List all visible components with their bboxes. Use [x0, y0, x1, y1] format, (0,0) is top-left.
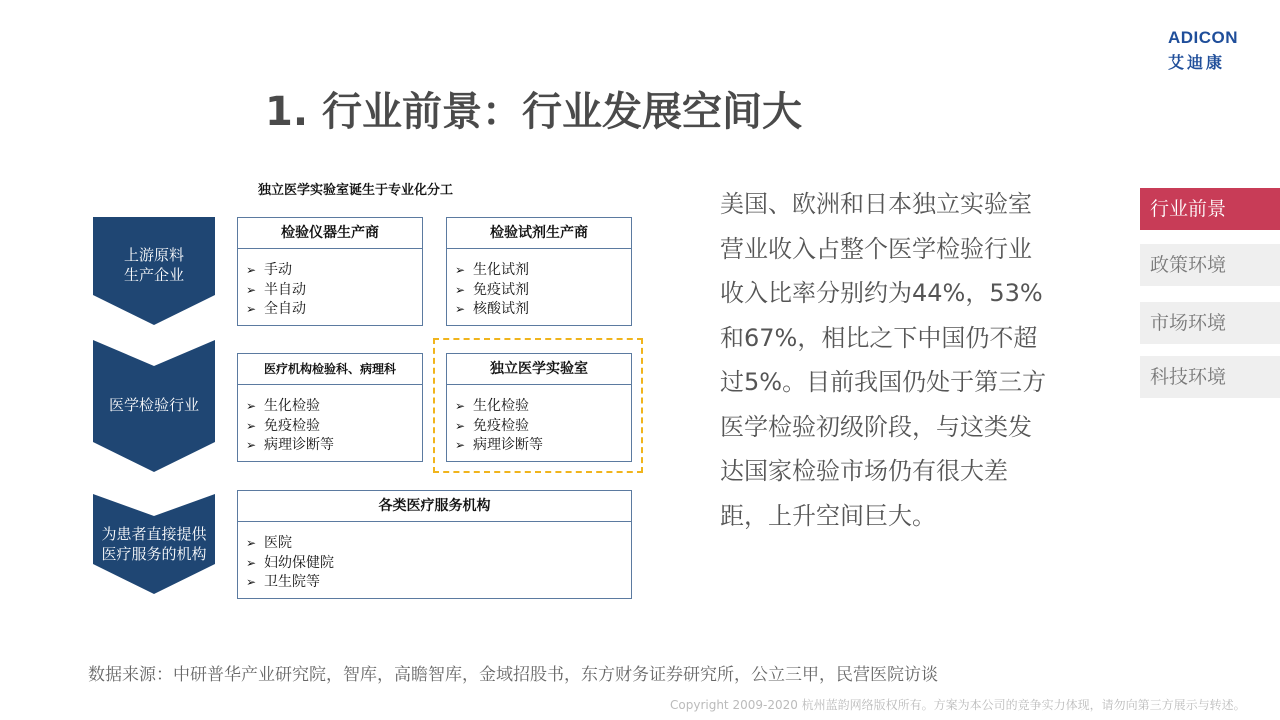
nav-item-technology-environment[interactable]: 科技环境	[1140, 356, 1280, 398]
list-item: ➢ 免疫检验	[246, 417, 422, 437]
list-item: ➢ 病理诊断等	[246, 436, 422, 456]
list-item: ➢ 生化试剂	[455, 261, 631, 281]
page-title: 1. 行业前景：行业发展空间大	[265, 89, 802, 135]
box-title: 独立医学实验室	[447, 354, 631, 385]
chevron-bullet-icon: ➢	[455, 438, 466, 452]
chevron-bullet-icon: ➢	[246, 575, 257, 589]
stage-arrow-medical-providers	[93, 494, 215, 594]
list-item: ➢ 免疫试剂	[455, 281, 631, 301]
nav-item-industry-outlook[interactable]: 行业前景	[1140, 188, 1280, 230]
logo-chinese: 艾迪康	[1168, 53, 1226, 72]
box-title: 各类医疗服务机构	[238, 491, 631, 522]
logo-english: ADICON	[1168, 28, 1239, 47]
chevron-bullet-icon: ➢	[455, 399, 466, 413]
list-item: ➢ 医院	[246, 534, 631, 554]
description-text: 美国、欧洲和日本独立实验室营业收入占整个医学检验行业收入比率分别约为44%，53%和67%，相比之下中国仍不超过5%。目前我国仍处于第三方医学检验初级阶段，与这类发达国家检验市场仍有很大差距，上升空间巨大。	[720, 190, 1047, 530]
chevron-bullet-icon: ➢	[246, 302, 257, 316]
box-list	[447, 249, 631, 320]
section-nav	[1140, 188, 1280, 414]
chevron-bullet-icon: ➢	[246, 418, 257, 433]
box-hospital-labs	[237, 353, 423, 462]
box-title: 检验试剂生产商	[447, 218, 631, 249]
box-list	[447, 385, 631, 456]
chevron-bullet-icon: ➢	[455, 263, 466, 277]
box-instrument-makers	[237, 217, 423, 326]
box-list	[238, 522, 631, 593]
nav-item-market-environment[interactable]: 市场环境	[1140, 302, 1280, 344]
box-medical-service-providers	[237, 490, 632, 599]
company-logo	[1168, 28, 1260, 72]
chevron-bullet-icon: ➢	[246, 555, 257, 570]
data-source-note: 数据来源：中研普华产业研究院，智库，高瞻智库，金域招股书，东方财务证券研究所，公立三甲，民营医院访谈	[88, 665, 938, 685]
box-title: 医疗机构检验科、病理科	[238, 354, 422, 385]
list-item: ➢ 卫生院等	[246, 573, 631, 593]
box-reagent-makers	[446, 217, 632, 326]
chevron-bullet-icon: ➢	[455, 282, 466, 297]
list-item: ➢ 全自动	[246, 300, 422, 320]
stage-label: 为患者直接提供医疗服务的机构	[101, 525, 207, 563]
list-item: ➢ 半自动	[246, 281, 422, 301]
stage-arrow-upstream	[93, 217, 215, 325]
stage-arrow-lab-industry	[93, 340, 215, 472]
stage-label: 医学检验行业	[108, 396, 199, 414]
box-independent-labs	[446, 353, 632, 462]
list-item: ➢ 手动	[246, 261, 422, 281]
chevron-bullet-icon: ➢	[246, 282, 257, 297]
box-list	[238, 249, 422, 320]
box-title: 检验仪器生产商	[238, 218, 422, 249]
stage-label: 上游原料生产企业	[123, 246, 184, 284]
chevron-bullet-icon: ➢	[246, 536, 257, 550]
list-item: ➢ 病理诊断等	[455, 436, 631, 456]
list-item: ➢ 生化检验	[246, 397, 422, 417]
chevron-bullet-icon: ➢	[455, 302, 466, 316]
nav-item-policy-environment[interactable]: 政策环境	[1140, 244, 1280, 286]
list-item: ➢ 妇幼保健院	[246, 554, 631, 574]
list-item: ➢ 免疫检验	[455, 417, 631, 437]
copyright-notice: Copyright 2009-2020 杭州蓝韵网络版权所有。方案为本公司的竞争实力体现，请勿向第三方展示与转述。	[670, 698, 1246, 712]
industry-chain-diagram	[88, 175, 648, 605]
list-item: ➢ 生化检验	[455, 397, 631, 417]
chevron-bullet-icon: ➢	[455, 418, 466, 433]
list-item: ➢ 核酸试剂	[455, 300, 631, 320]
chevron-bullet-icon: ➢	[246, 438, 257, 452]
chevron-bullet-icon: ➢	[246, 399, 257, 413]
box-list	[238, 385, 422, 456]
chevron-bullet-icon: ➢	[246, 263, 257, 277]
diagram-title: 独立医学实验室诞生于专业化分工	[258, 183, 454, 198]
